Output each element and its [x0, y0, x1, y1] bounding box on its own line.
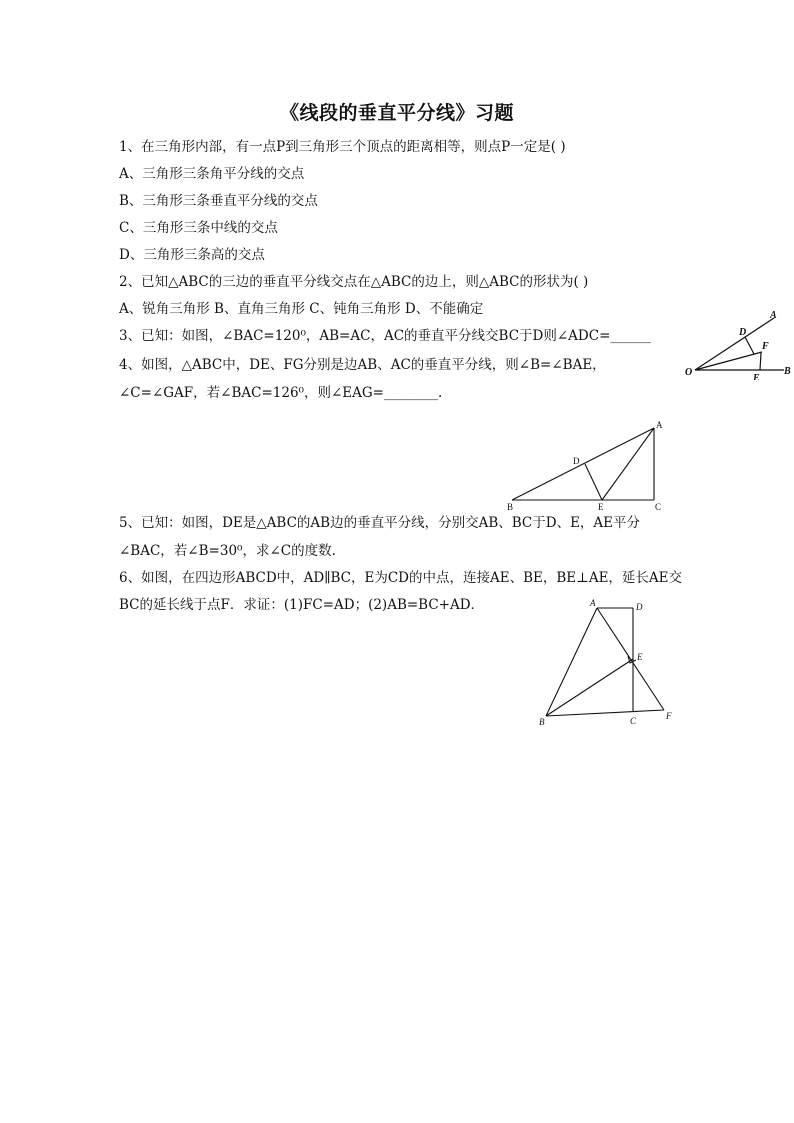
label-f: F	[666, 711, 672, 721]
question-6-line-2: BC的延长线于点F．求证：(1)FC=AD；(2)AB=BC+AD．	[119, 597, 485, 613]
q2-options: A、锐角三角形 B、直角三角形 C、钝角三角形 D、不能确定	[119, 301, 484, 317]
question-3: 3、已知：如图，∠BAC=120⁰，AB=AC，AC的垂直平分线交BC于D则∠ADC=______	[119, 328, 651, 344]
q1-option-d: D、三角形三条高的交点	[119, 247, 265, 263]
label-d: D	[739, 327, 747, 338]
label-f: F	[762, 341, 769, 352]
question-5-line-1: 5、已知：如图，DE是△ABC的AB边的垂直平分线，分别交AB、BC于D、E，AE平分	[119, 515, 641, 531]
label-a: A	[656, 420, 663, 430]
side-ab	[512, 428, 654, 500]
line-af	[597, 608, 664, 710]
label-a: A	[590, 598, 596, 608]
label-d: D	[636, 602, 643, 612]
figure-angle	[682, 305, 794, 380]
question-4-line-1: 4、如图，△ABC中，DE、FG分别是边AB、AC的垂直平分线，则∠B=∠BAE，	[119, 357, 606, 373]
q1-option-a: A、三角形三条角平分线的交点	[119, 166, 305, 182]
label-b: B	[507, 502, 514, 512]
side-bf	[546, 710, 664, 716]
label-e: E	[637, 652, 643, 662]
question-2: 2、已知△ABC的三边的垂直平分线交点在△ABC的边上，则△ABC的形状为( )	[119, 274, 589, 290]
ray-of	[695, 352, 762, 370]
label-e: E	[753, 373, 760, 380]
label-c: C	[630, 716, 637, 726]
perp-df	[745, 337, 754, 354]
figure-triangle	[505, 418, 675, 513]
perp-fe	[760, 353, 761, 370]
question-4-line-2: ∠C=∠GAF，若∠BAC=126⁰，则∠EAG=________.	[119, 385, 443, 401]
label-c: C	[655, 502, 662, 512]
question-6-line-1: 6、如图，在四边形ABCD中，AD∥BC，E为CD的中点，连接AE、BE，BE⊥AE，延长AE交	[119, 570, 683, 586]
label-e: E	[598, 502, 604, 512]
segment-ea	[602, 428, 654, 500]
label-d: D	[573, 456, 580, 466]
question-5-line-2: ∠BAC，若∠B=30⁰，求∠C的度数.	[119, 543, 336, 559]
figure-quadrilateral	[537, 598, 679, 730]
label-a: A	[770, 310, 777, 321]
label-b: B	[784, 366, 791, 377]
q1-option-c: C、三角形三条中线的交点	[119, 220, 278, 236]
segment-de	[585, 464, 602, 500]
label-o: O	[685, 367, 693, 378]
question-1: 1、在三角形内部，有一点P到三角形三个顶点的距离相等，则点P一定是( )	[119, 139, 566, 155]
label-b: B	[539, 717, 545, 727]
q1-option-b: B、三角形三条垂直平分线的交点	[119, 193, 318, 209]
page-title: 《线段的垂直平分线》习题	[279, 102, 514, 124]
